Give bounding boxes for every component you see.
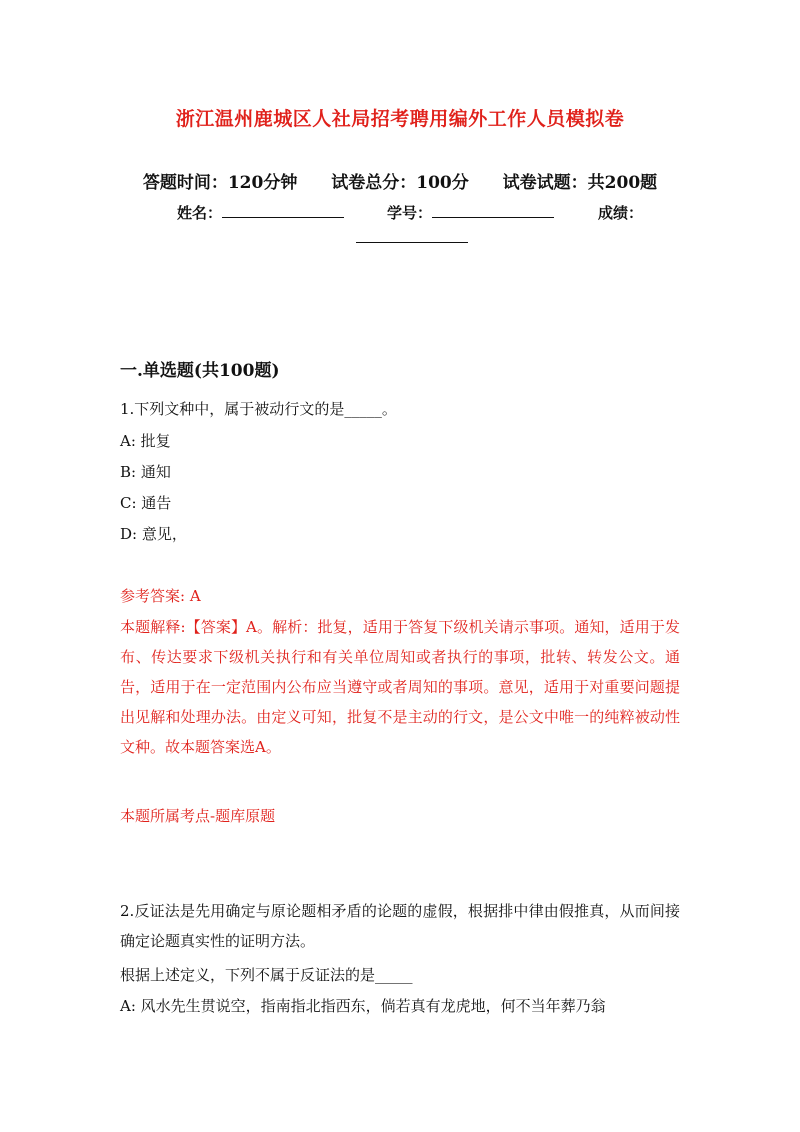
q1-stem: 1.下列文种中，属于被动行文的是_____。 bbox=[120, 400, 397, 418]
q1-explanation: 本题解释:【答案】A。解析：批复，适用于答复下级机关请示事项。通知，适用于发布、传达要求下级机关执行和有关单位周知或者执行的事项，批转、转发公文。通告，适用于在一定范围内公布应当遵守或者周知的事项。意见，适用于对重要问题提出见解和处理办法。由定义可知，批复不是主动的行文，是公文中唯一的纯粹被动性文种。故本题答案选A。 bbox=[120, 618, 680, 756]
exam-meta bbox=[0, 168, 800, 193]
grade-field bbox=[598, 202, 643, 223]
q2-option-a: A: 风水先生贯说空，指南指北指西东，倘若真有龙虎地，何不当年葬乃翁 bbox=[120, 997, 606, 1015]
name-label: 姓名： bbox=[177, 204, 223, 222]
section-title: 一.单选题(共100题) bbox=[120, 361, 280, 381]
name-field bbox=[177, 202, 344, 223]
grade-blank-row bbox=[356, 228, 468, 247]
q2-stem: 2.反证法是先用确定与原论题相矛盾的论题的虚假，根据排中律由假推真，从而间接确定论题真实性的证明方法。 bbox=[120, 902, 680, 950]
q1-answer: 参考答案: A bbox=[120, 587, 201, 605]
q1-option-a: A: 批复 bbox=[120, 432, 171, 450]
name-blank bbox=[222, 203, 344, 218]
student-id-blank bbox=[432, 203, 554, 218]
q1-option-c: C: 通告 bbox=[120, 494, 172, 512]
exam-time: 答题时间：120分钟 bbox=[142, 173, 298, 193]
q1-option-b: B: 通知 bbox=[120, 463, 171, 481]
exam-title: 浙江温州鹿城区人社局招考聘用编外工作人员模拟卷 bbox=[175, 108, 625, 130]
q1-option-d: D: 意见， bbox=[120, 525, 187, 543]
student-id-label: 学号： bbox=[387, 204, 433, 222]
q1-topic: 本题所属考点-题库原题 bbox=[120, 807, 276, 825]
student-id-field bbox=[387, 202, 554, 223]
q2-prompt: 根据上述定义，下列不属于反证法的是_____ bbox=[120, 966, 413, 984]
grade-blank bbox=[356, 228, 468, 243]
grade-label: 成绩： bbox=[598, 204, 644, 222]
exam-question-count: 试卷试题：共200题 bbox=[502, 173, 658, 193]
exam-total-score: 试卷总分：100分 bbox=[331, 173, 469, 193]
